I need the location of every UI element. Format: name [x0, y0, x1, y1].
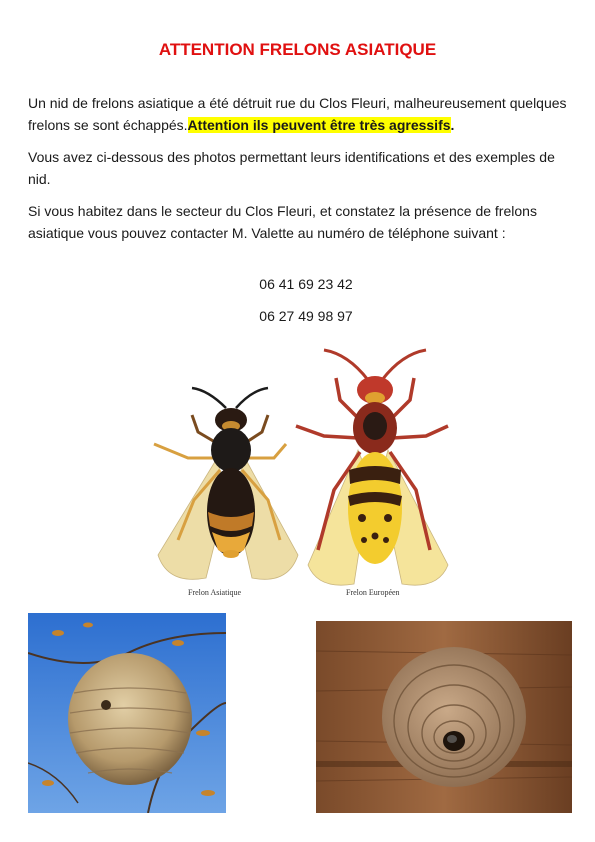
hornet-nest-on-wood-photo [316, 621, 572, 813]
european-hornet-illustration [296, 350, 448, 585]
phone-number-2: 06 27 49 98 97 [259, 308, 353, 324]
paragraph-photos-info: Vous avez ci-dessous des photos permettant leurs identifications et des exemples de nid. [28, 149, 555, 187]
hornet-nest-in-tree-photo [28, 613, 226, 813]
page-title: ATTENTION FRELONS ASIATIQUE [158, 40, 437, 59]
caption-european-hornet: Frelon Européen [346, 588, 400, 597]
phone-number-1: 06 41 69 23 42 [259, 276, 353, 292]
warning-highlight: Attention ils peuvent être très agressifs [187, 117, 451, 133]
asian-hornet-illustration [154, 388, 298, 579]
paragraph-text: Un nid de frelons asiatique a été détruit rue du Clos Fleuri, malheureusement quelques frelons se sont échappés. [28, 95, 567, 133]
warning-end: . [450, 117, 455, 133]
paragraph-contact: Si vous habitez dans le secteur du Clos Fleuri, et constatez la présence de frelons asiatique vous pouvez contacter M. Valette au numéro de téléphone suivant : [28, 203, 537, 241]
hornet-comparison-illustration [148, 340, 468, 602]
caption-asian-hornet: Frelon Asiatique [188, 588, 242, 597]
paragraph-nest-destroyed [28, 92, 573, 136]
